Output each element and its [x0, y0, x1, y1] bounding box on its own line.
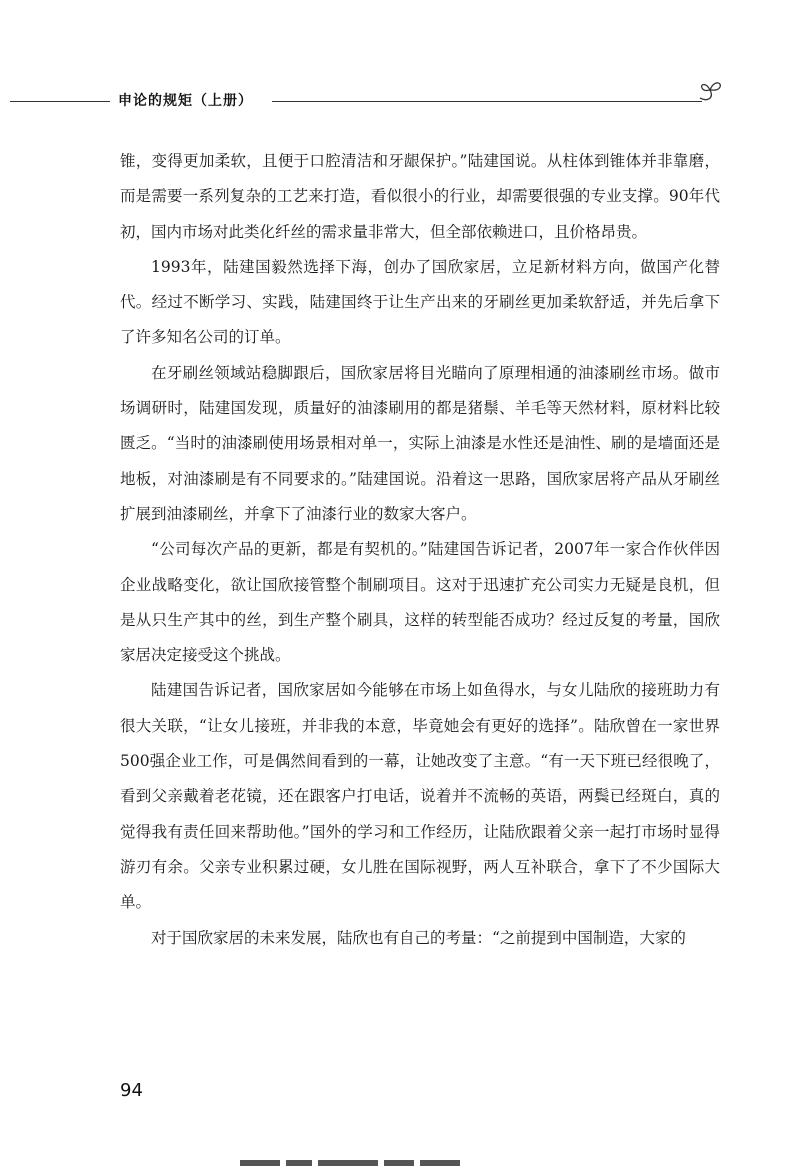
scan-artifact	[240, 1160, 470, 1172]
paragraph: 陆建国告诉记者，国欣家居如今能够在市场上如鱼得水，与女儿陆欣的接班助力有很大关联，“让女儿接班，并非我的本意，毕竟她会有更好的选择”。陆欣曾在一家世界500强企业工作，可是偶然间看到的一幕，让她改变了主意。“有一天下班已经很晚了，看到父亲戴着老花镜，还在跟客户打电话，说着并不流畅的英语，两鬓已经斑白，真的觉得我有责任回来帮助他。”国外的学习和工作经历，让陆欣跟着父亲一起打市场时显得游刃有余。父亲专业积累过硬，女儿胜在国际视野，两人互补联合，拿下了不少国际大单。	[120, 681, 720, 912]
paragraph: 在牙刷丝领域站稳脚跟后，国欣家居将目光瞄向了原理相通的油漆刷丝市场。做市场调研时，陆建国发现，质量好的油漆刷用的都是猪鬃、羊毛等天然材料，原材料比较匮乏。“当时的油漆刷使用场景相对单一，实际上油漆是水性还是油性、刷的是墙面还是地板，对油漆刷是有不同要求的。”陆建国说。沿着这一思路，国欣家居将产品从牙刷丝扩展到油漆刷丝，并拿下了油漆行业的数家大客户。	[120, 363, 720, 523]
paragraph: 对于国欣家居的未来发展，陆欣也有自己的考量：“之前提到中国制造，大家的	[151, 928, 686, 947]
running-header	[10, 88, 722, 114]
book-title: 申论的规矩（上册）	[118, 93, 253, 109]
sprout-icon	[696, 76, 724, 104]
paragraph: 1993年，陆建国毅然选择下海，创办了国欣家居，立足新材料方向，做国产化替代。经过不断学习、实践，陆建国终于让生产出来的牙刷丝更加柔软舒适，并先后拿下了许多知名公司的订单。	[120, 257, 720, 347]
paragraph: 锥，变得更加柔软，且便于口腔清洁和牙龈保护。”陆建国说。从柱体到锥体并非靠磨，而是需要一系列复杂的工艺来打造，看似很小的行业，却需要很强的专业支撑。90年代初，国内市场对此类化纤丝的需求量非常大，但全部依赖进口，且价格昂贵。	[120, 152, 720, 241]
header-rule-left	[10, 101, 110, 102]
header-rule-right	[272, 101, 702, 102]
paragraph: “公司每次产品的更新，都是有契机的。”陆建国告诉记者，2007年一家合作伙伴因企业战略变化，欲让国欣接管整个制刷项目。这对于迅速扩充公司实力无疑是良机，但是从只生产其中的丝，到生产整个刷具，这样的转型能否成功？经过反复的考量，国欣家居决定接受这个挑战。	[120, 540, 720, 665]
body-text	[120, 144, 720, 956]
page-number: 94	[120, 1080, 143, 1101]
